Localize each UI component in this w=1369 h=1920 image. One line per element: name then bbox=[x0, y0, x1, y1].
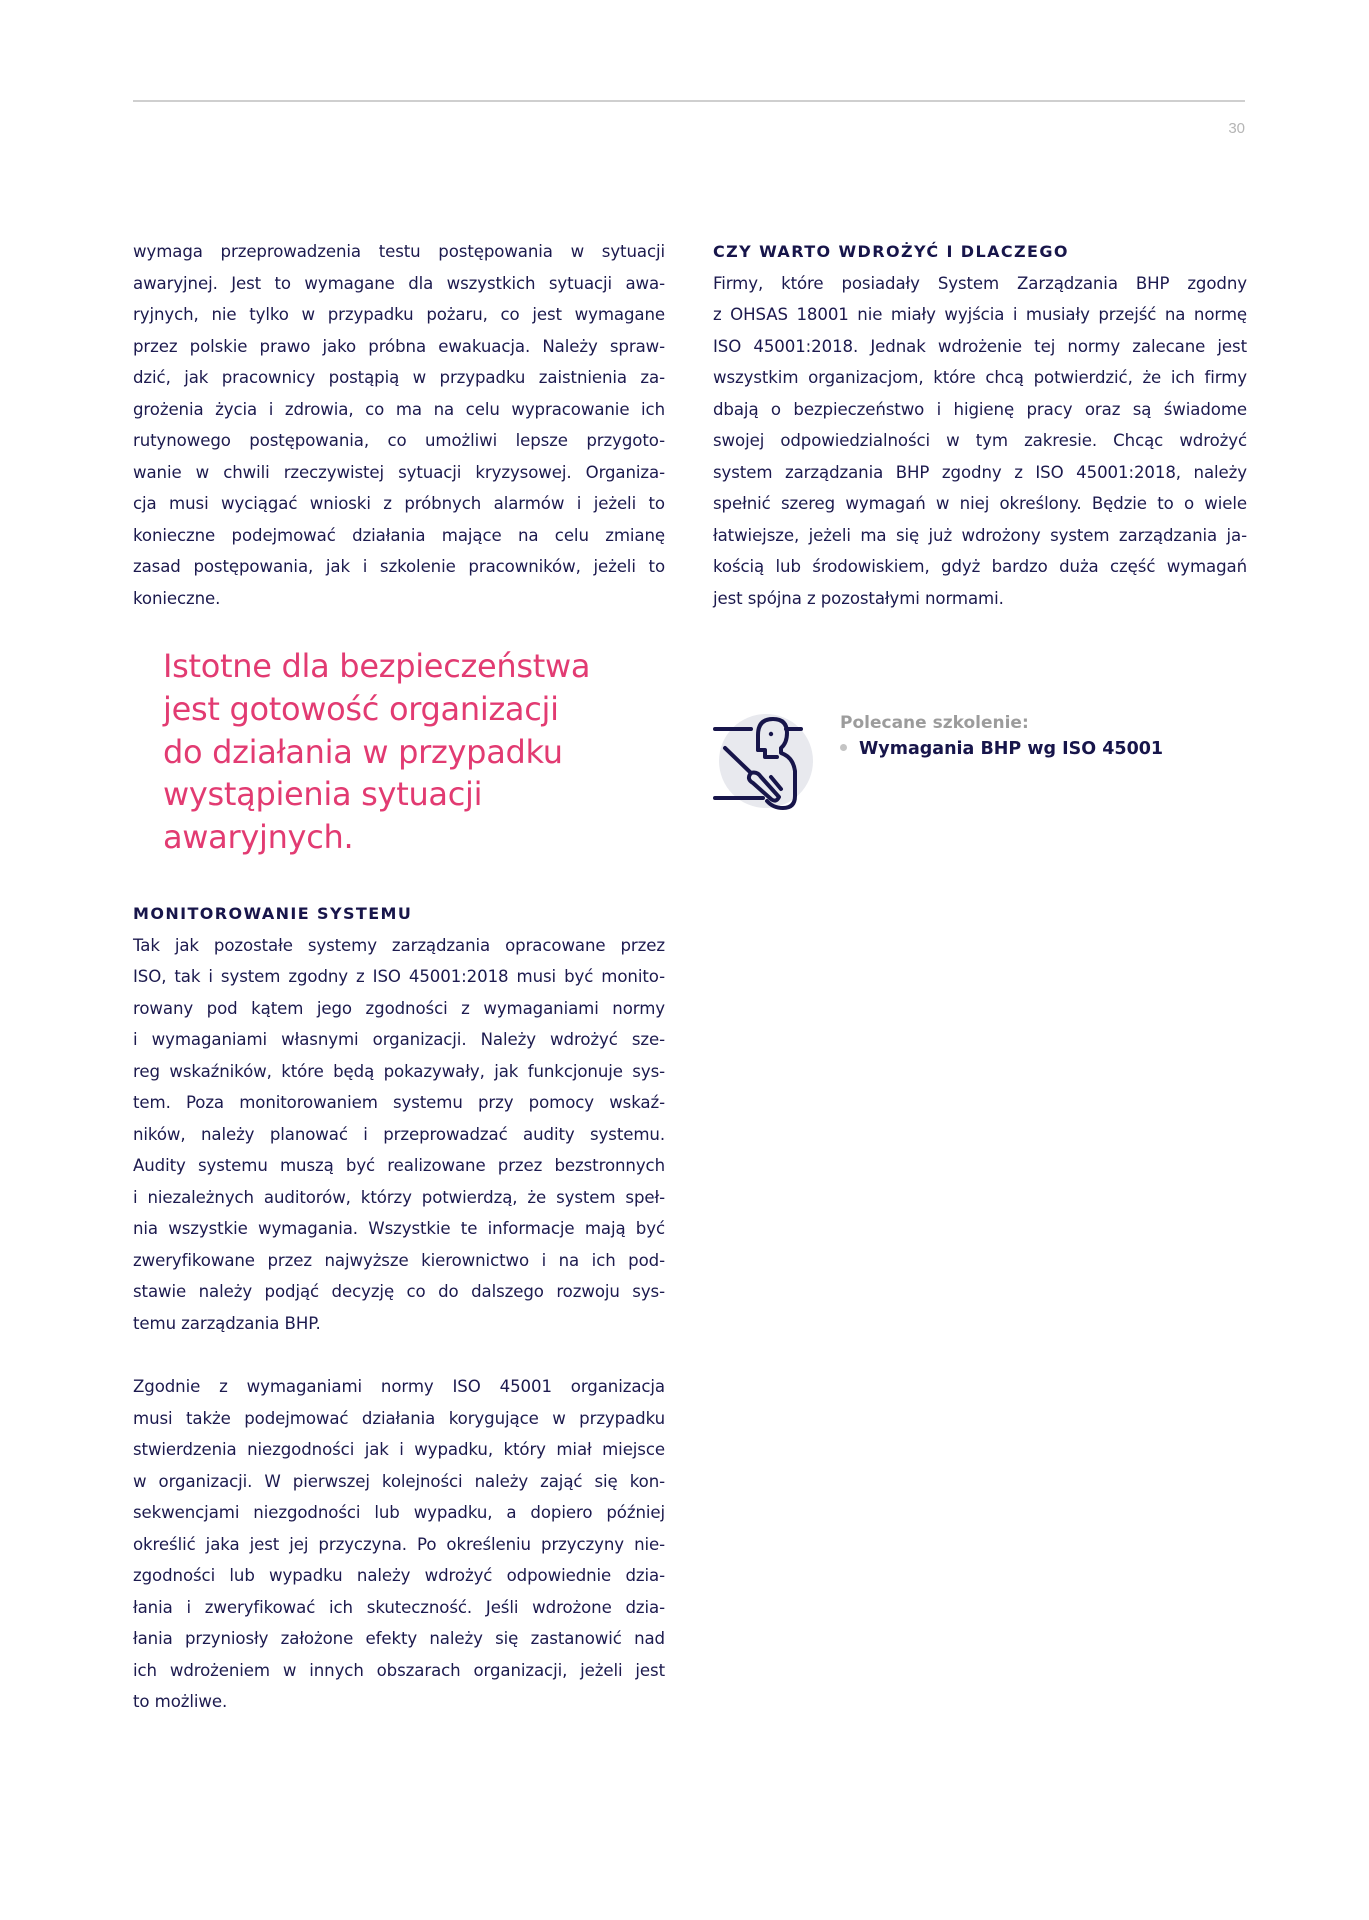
text-line: nia wszystkie wymagania. Wszystkie te informacje mają być bbox=[133, 1219, 665, 1238]
text-line: tem. Poza monitorowaniem systemu przy pomocy wskaź- bbox=[133, 1093, 665, 1112]
text-line: łania i zweryfikować ich skuteczność. Jeśli wdrożone dzia- bbox=[133, 1597, 665, 1617]
text-line: wymaga przeprowadzenia testu postępowania w sytuacji bbox=[133, 242, 665, 261]
text-line: Zgodnie z wymaganiami normy ISO 45001 organizacja bbox=[133, 1377, 665, 1396]
text-line: ników, należy planować i przeprowadzać audity systemu. bbox=[133, 1124, 665, 1144]
text-line: to możliwe. bbox=[133, 1692, 228, 1711]
text-line: temu zarządzania BHP. bbox=[133, 1313, 321, 1333]
quote-line: Istotne dla bezpieczeństwa bbox=[163, 647, 591, 685]
text-line: cja musi wyciągać wnioski z próbnych alarmów i jeżeli to bbox=[133, 494, 665, 513]
text-line: w organizacji. W pierwszej kolejności należy zająć się kon- bbox=[133, 1471, 665, 1491]
corrective-paragraph bbox=[133, 1371, 665, 1718]
monitoring-heading: MONITOROWANIE SYSTEMU bbox=[133, 904, 413, 923]
text-line: rutynowego postępowania, co umożliwi lepsze przygoto- bbox=[133, 431, 665, 450]
text-line: jest spójna z pozostałymi normami. bbox=[713, 588, 1004, 608]
quote-line: do działania w przypadku bbox=[163, 732, 563, 771]
why-implement-heading: CZY WARTO WDROŻYĆ I DLACZEGO bbox=[713, 242, 1069, 261]
text-line: kością lub środowiskiem, gdyż bardzo duża część wymagań bbox=[713, 557, 1247, 576]
text-line: i niezależnych auditorów, którzy potwierdzą, że system speł- bbox=[133, 1187, 665, 1207]
text-line: ISO, tak i system zgodny z ISO 45001:2018 musi być monito- bbox=[133, 967, 665, 986]
why-implement-section bbox=[713, 236, 1247, 614]
header-rule bbox=[133, 100, 1245, 102]
pull-quote bbox=[163, 645, 643, 859]
text-line: spełnić szereg wymagań w niej określony. Będzie to o wiele bbox=[713, 494, 1247, 513]
page-number: 30 bbox=[1228, 120, 1245, 137]
monitoring-paragraph bbox=[133, 930, 665, 1340]
text-line: łania przyniosły założone efekty należy się zastanowić nad bbox=[133, 1629, 665, 1648]
why-implement-paragraph bbox=[713, 268, 1247, 615]
trainer-presentation-icon bbox=[713, 713, 813, 813]
text-line: awaryjnej. Jest to wymagane dla wszystkich sytuacji awa- bbox=[133, 273, 665, 293]
text-line: zgodności lub wypadku należy wdrożyć odpowiednie dzia- bbox=[133, 1566, 665, 1585]
text-line: reg wskaźników, które będą pokazywały, jak funkcjonuje sys- bbox=[133, 1061, 665, 1081]
text-line: wszystkim organizacjom, które chcą potwierdzić, że ich firmy bbox=[713, 368, 1247, 387]
text-line: stawie należy podjąć decyzję co do dalszego rozwoju sys- bbox=[133, 1282, 665, 1301]
text-line: konieczne. bbox=[133, 588, 221, 608]
quote-line: awaryjnych. bbox=[163, 818, 354, 857]
quote-line: wystąpienia sytuacji bbox=[163, 775, 483, 814]
text-line: Firmy, które posiadały System Zarządzania BHP zgodny bbox=[713, 273, 1247, 293]
text-line: ryjnych, nie tylko w przypadku pożaru, co jest wymagane bbox=[133, 305, 665, 324]
monitoring-section bbox=[133, 898, 665, 1339]
text-line: musi także podejmować działania korygujące w przypadku bbox=[133, 1408, 665, 1428]
text-line: łatwiejsze, jeżeli ma się już wdrożony system zarządzania ja- bbox=[713, 525, 1247, 545]
text-line: rowany pod kątem jego zgodności z wymaganiami normy bbox=[133, 998, 665, 1018]
text-line: zweryfikowane przez najwyższe kierownictwo i na ich pod- bbox=[133, 1250, 665, 1270]
intro-paragraph bbox=[133, 236, 665, 614]
text-line: swojej odpowiedzialności w tym zakresie. Chcąc wdrożyć bbox=[713, 431, 1247, 450]
text-line: ich wdrożeniem w innych obszarach organizacji, jeżeli jest bbox=[133, 1660, 665, 1680]
text-line: zasad postępowania, jak i szkolenie pracowników, jeżeli to bbox=[133, 557, 665, 576]
bullet-icon bbox=[840, 744, 847, 751]
quote-line: jest gotowość organizacji bbox=[163, 689, 559, 728]
text-line: z OHSAS 18001 nie miały wyjścia i musiały przejść na normę bbox=[713, 305, 1247, 324]
text-line: system zarządzania BHP zgodny z ISO 45001:2018, należy bbox=[713, 462, 1247, 482]
text-line: ISO 45001:2018. Jednak wdrożenie tej normy zalecane jest bbox=[713, 336, 1247, 356]
text-line: grożenia życia i zdrowia, co ma na celu wypracowanie ich bbox=[133, 399, 665, 419]
recommended-training-label: Polecane szkolenie: bbox=[840, 713, 1029, 733]
text-line: konieczne podejmować działania mające na celu zmianę bbox=[133, 525, 665, 545]
text-line: stwierdzenia niezgodności jak i wypadku, który miał miejsce bbox=[133, 1440, 665, 1459]
text-line: Audity systemu muszą być realizowane przez bezstronnych bbox=[133, 1156, 665, 1175]
text-line: dzić, jak pracownicy postąpią w przypadku zaistnienia za- bbox=[133, 368, 665, 387]
text-line: określić jaka jest jej przyczyna. Po określeniu przyczyny nie- bbox=[133, 1534, 665, 1554]
text-line: sekwencjami niezgodności lub wypadku, a dopiero później bbox=[133, 1503, 665, 1522]
text-line: Tak jak pozostałe systemy zarządzania opracowane przez bbox=[133, 935, 665, 955]
recommended-training bbox=[840, 710, 1163, 762]
text-line: dbają o bezpieczeństwo i higienę pracy oraz są świadome bbox=[713, 399, 1247, 419]
recommended-training-link[interactable]: Wymagania BHP wg ISO 45001 bbox=[840, 736, 1163, 762]
text-line: przez polskie prawo jako próbna ewakuacja. Należy spraw- bbox=[133, 336, 665, 356]
text-line: i wymaganiami własnymi organizacji. Należy wdrożyć sze- bbox=[133, 1030, 665, 1049]
text-line: wanie w chwili rzeczywistej sytuacji kryzysowej. Organiza- bbox=[133, 462, 665, 482]
